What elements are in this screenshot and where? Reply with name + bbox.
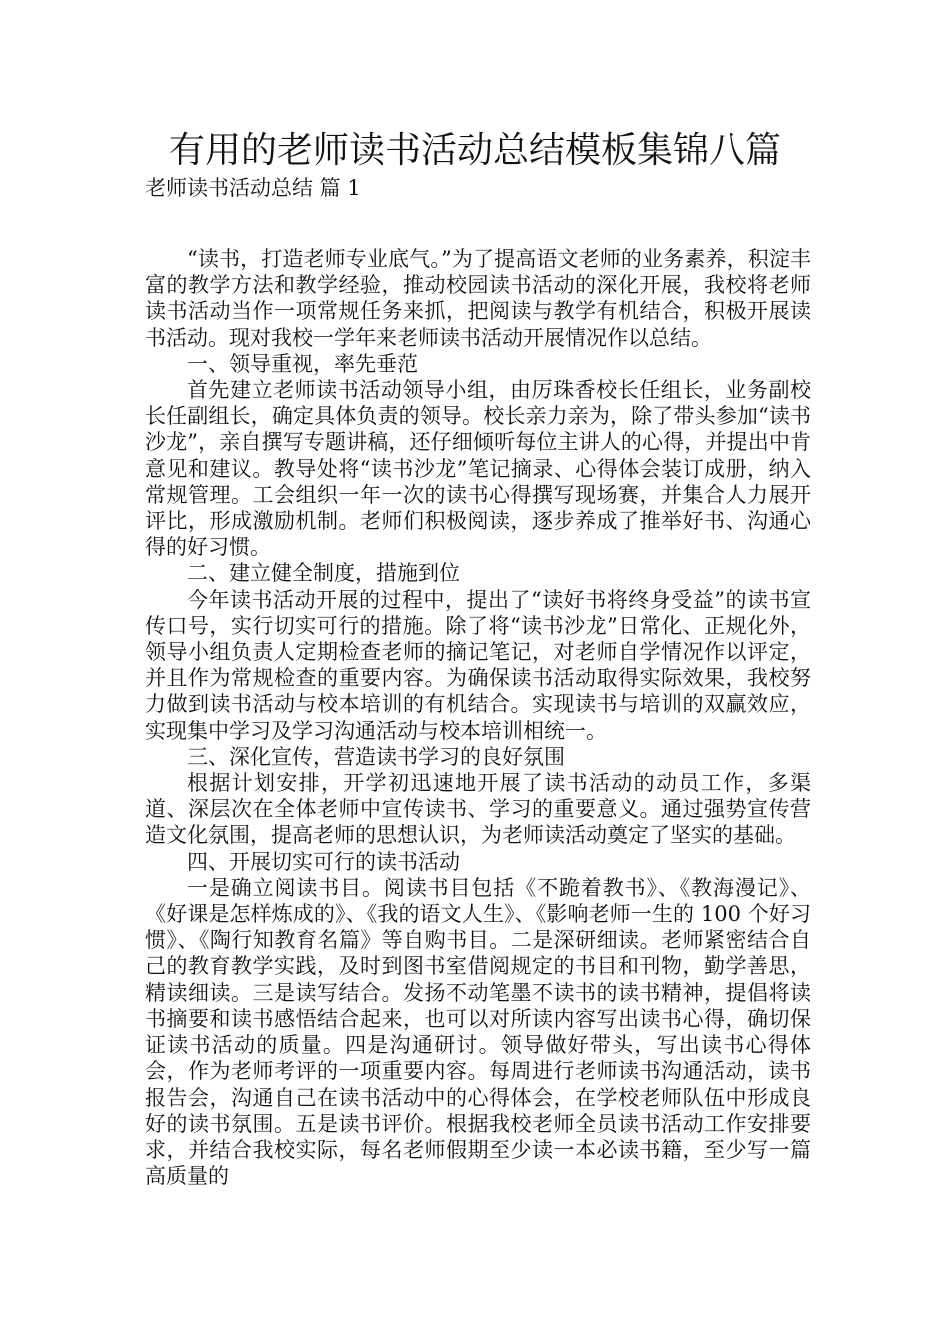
paragraph-1: 首先建立老师读书活动领导小组，由厉珠香校长任组长，业务副校长任副组长，确定具体负责的领导。校长亲力亲为，除了带头参加“读书沙龙”，亲自撰写专题讲稿，还仔细倾听每位主讲人的心得，并提出中肯意见和建议。教导处将“读书沙龙”笔记摘录、心得体会装订成册，纳入常规管理。工会组织一年一次的读书心得撰写现场赛，并集合人力展开评比，形成激励机制。老师们积极阅读，逐步养成了推举好书、沟通心得的好习惯。 xyxy=(145,378,811,560)
section-heading-3: 三、深化宣传，营造读书学习的良好氛围 xyxy=(187,744,565,769)
section-heading-1: 一、领导重视，率先垂范 xyxy=(187,351,418,376)
document-title: 有用的老师读书活动总结模板集锦八篇 xyxy=(168,130,781,171)
section-heading-2: 二、建立健全制度，措施到位 xyxy=(187,561,460,586)
section-heading-4: 四、开展切实可行的读书活动 xyxy=(187,849,460,874)
paragraph-2: 今年读书活动开展的过程中，提出了“读好书将终身受益”的读书宣传口号，实行切实可行的措施。除了将“读书沙龙”日常化、正规化外，领导小组负责人定期检查老师的摘记笔记，对老师自学情况作以评定，并且作为常规检查的重要内容。为确保读书活动取得实际效果，我校努力做到读书活动与校本培训的有机结合。实现读书与培训的双赢效应，实现集中学习及学习沟通活动与校本培训相统一。 xyxy=(145,587,811,743)
section-subtitle: 老师读书活动总结 篇 1 xyxy=(145,176,361,200)
document-body xyxy=(145,246,811,1189)
paragraph-3: 根据计划安排，开学初迅速地开展了读书活动的动员工作，多渠道、深层次在全体老师中宣传读书、学习的重要意义。通过强势宣传营造文化氛围，提高老师的思想认识，为老师读活动奠定了坚实的基础。 xyxy=(145,771,811,848)
paragraph-4: 一是确立阅读书目。阅读书目包括《不跪着教书》、《教海漫记》、《好课是怎样炼成的》、《我的语文人生》、《影响老师一生的 100 个好习惯》、《陶行知教育名篇》等自购书目。二是深研细读。老师紧密结合自己的教育教学实践，及时到图书室借阅规定的书目和刊物，勤学善思，精读细读。三是读写结合。发扬不动笔墨不读书的读书精神，提倡将读书摘要和读书感悟结合起来，也可以对所读内容写出读书心得，确切保证读书活动的质量。四是沟通研讨。领导做好带头，写出读书心得体会，作为老师考评的一项重要内容。每周进行老师读书沟通活动，读书报告会，沟通自己在读书活动中的心得体会，在学校老师队伍中形成良好的读书氛围。五是读书评价。根据我校老师全员读书活动工作安排要求，并结合我校实际，每名老师假期至少读一本必读书籍，至少写一篇高质量的 xyxy=(145,875,811,1189)
paragraph-intro: “读书，打造老师专业底气。”为了提高语文老师的业务素养，积淀丰富的教学方法和教学经验，推动校园读书活动的深化开展，我校将老师读书活动当作一项常规任务来抓，把阅读与教学有机结合，积极开展读书活动。现对我校一学年来老师读书活动开展情况作以总结。 xyxy=(145,247,811,350)
